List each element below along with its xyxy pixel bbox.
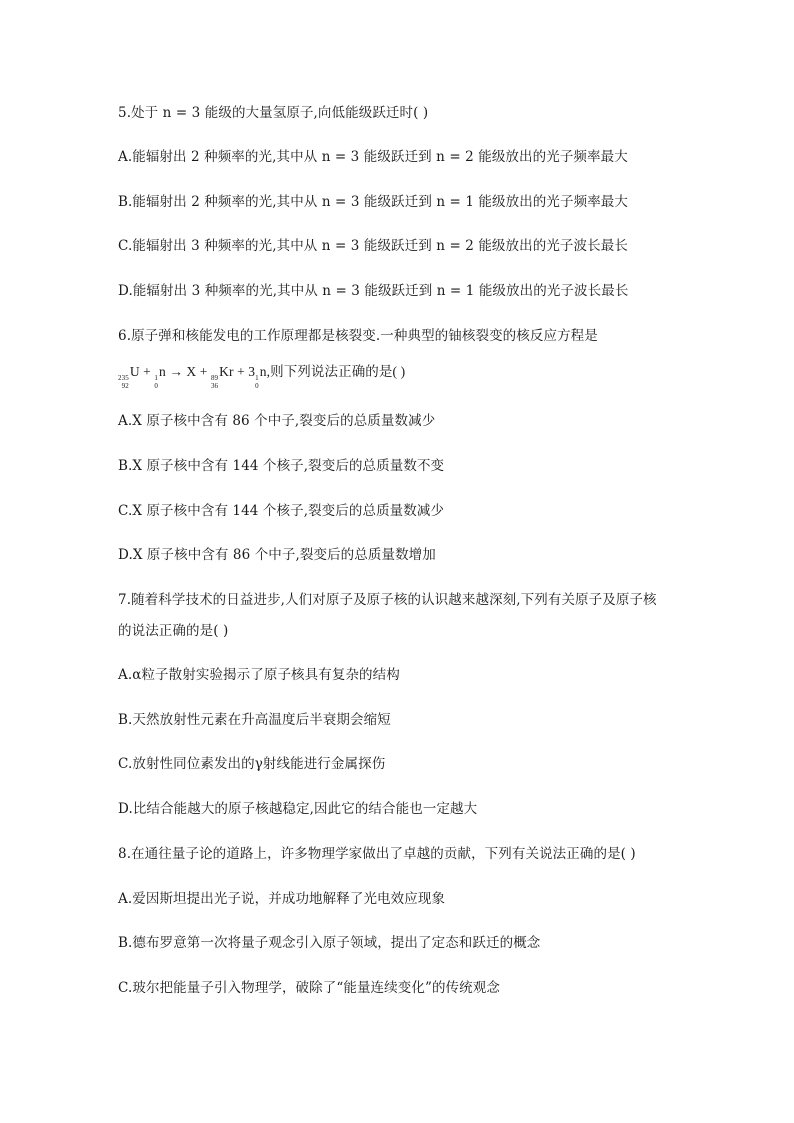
q5-stem: 5.处于 n = 3 能级的大量氢原子,向低能级跃迁时( )	[118, 105, 429, 121]
neutron-nuclide-product: 1 0 n	[255, 364, 267, 390]
x-nucleus: X	[186, 364, 197, 379]
q6-option-b: B.X 原子核中含有 144 个核子,裂变后的总质量数不变	[118, 458, 445, 474]
q6-equation: 235 92 U + 1 0 n → X + 89 36 Kr + 3 1 0 n,则下列说法正确的是( )	[118, 364, 406, 390]
reaction-arrow: →	[169, 364, 183, 379]
q5-option-d: D.能辐射出 3 种频率的光,其中从 n = 3 能级跃迁到 n = 1 能级放出的光子波长最长	[118, 283, 629, 299]
q8-option-a: A.爱因斯坦提出光子说，并成功地解释了光电效应现象	[118, 891, 446, 907]
q5-option-a: A.能辐射出 2 种频率的光,其中从 n = 3 能级跃迁到 n = 2 能级放出的光子频率最大	[118, 149, 628, 165]
q6-stem: 6.原子弹和核能发电的工作原理都是核裂变.一种典型的铀核裂变的核反应方程是	[118, 328, 598, 344]
q7-option-a: A.α粒子散射实验揭示了原子核具有复杂的结构	[118, 667, 400, 683]
neutron-coefficient: 3	[248, 364, 256, 379]
q7-option-b: B.天然放射性元素在升高温度后半衰期会缩短	[118, 712, 391, 728]
krypton-nuclide: 89 36 Kr	[210, 364, 234, 390]
q5-option-c: C.能辐射出 3 种频率的光,其中从 n = 3 能级跃迁到 n = 2 能级放出的光子波长最长	[118, 238, 628, 254]
q7-stem-line2: 的说法正确的是( )	[118, 623, 229, 639]
q6-equation-tail: ,则下列说法正确的是( )	[266, 364, 406, 379]
q6-option-a: A.X 原子核中含有 86 个中子,裂变后的总质量数减少	[118, 413, 436, 429]
q7-option-d: D.比结合能越大的原子核越稳定,因此它的结合能也一定越大	[118, 801, 478, 817]
q8-option-c: C.玻尔把能量子引入物理学，破除了“能量连续变化”的传统观念	[118, 980, 500, 996]
q6-option-c: C.X 原子核中含有 144 个核子,裂变后的总质量数减少	[118, 503, 445, 519]
q6-option-d: D.X 原子核中含有 86 个中子,裂变后的总质量数增加	[118, 547, 436, 563]
q8-option-b: B.德布罗意第一次将量子观念引入原子领域，提出了定态和跃迁的概念	[118, 935, 541, 951]
q5-option-b: B.能辐射出 2 种频率的光,其中从 n = 3 能级跃迁到 n = 1 能级放出的光子频率最大	[118, 194, 628, 210]
q8-stem: 8.在通往量子论的道路上，许多物理学家做出了卓越的贡献，下列有关说法正确的是( )	[118, 846, 636, 862]
neutron-nuclide: 1 0 n	[154, 364, 166, 390]
uranium-nuclide: 235 92 U	[118, 364, 140, 390]
q7-stem-line1: 7.随着科学技术的日益进步,人们对原子及原子核的认识越来越深刻,下列有关原子及原子核	[118, 592, 657, 608]
q7-option-c: C.放射性同位素发出的γ射线能进行金属探伤	[118, 756, 386, 772]
